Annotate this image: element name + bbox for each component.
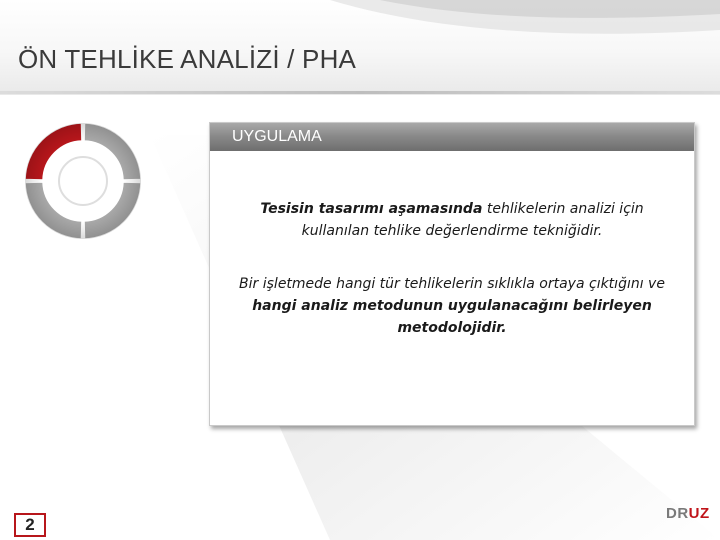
progress-ring bbox=[22, 120, 144, 242]
methodology-bold: hangi analiz metodunun uygulanacağını belirleyen metodolojidir. bbox=[252, 298, 652, 336]
logo-part-2: UZ bbox=[688, 505, 710, 522]
panel-header: UYGULAMA bbox=[210, 123, 694, 151]
slide-title: ÖN TEHLİKE ANALİZİ / PHA bbox=[18, 44, 357, 74]
definition-bold: Tesisin tasarımı aşamasında bbox=[260, 201, 483, 217]
definition-paragraph bbox=[230, 198, 674, 242]
definition-text: tehlikelerin analizi için kullanılan tehlike değerlendirme tekniğidir. bbox=[301, 201, 644, 239]
methodology-text: Bir işletmede hangi tür tehlikelerin sıklıkla ortaya çıktığını ve bbox=[239, 276, 665, 292]
methodology-paragraph bbox=[230, 273, 674, 339]
title-divider bbox=[0, 91, 720, 94]
content-panel bbox=[209, 122, 695, 426]
page-number: 2 bbox=[14, 513, 46, 537]
logo-part-1: DR bbox=[666, 505, 689, 522]
brand-logo bbox=[666, 505, 710, 522]
panel-body bbox=[210, 151, 694, 425]
ring-chart bbox=[22, 120, 144, 242]
